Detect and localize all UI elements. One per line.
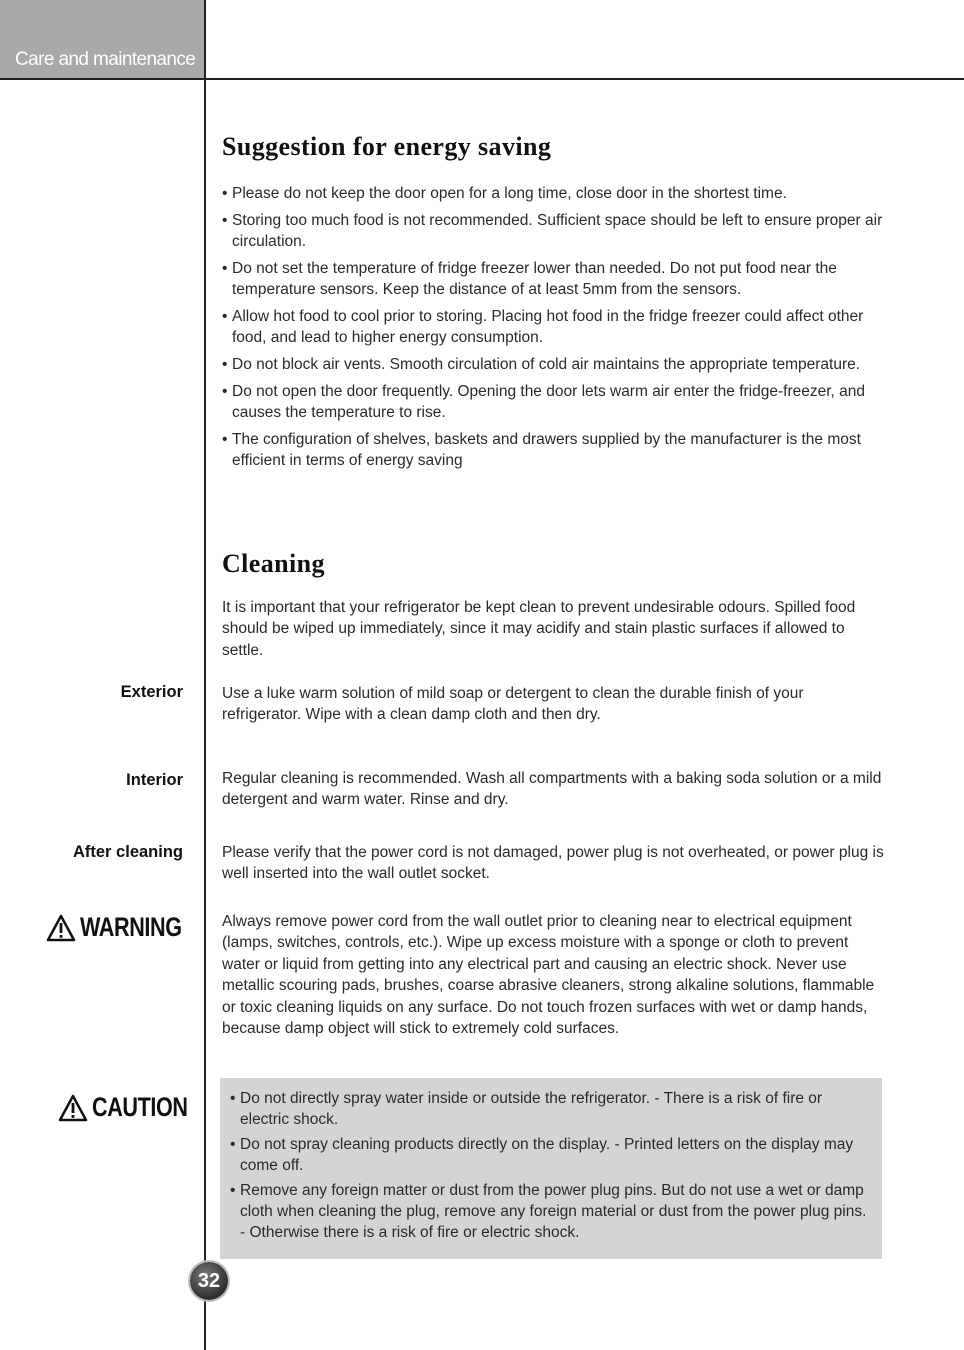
list-item: • The configuration of shelves, baskets and drawers supplied by the manufacturer is the most efficient in terms of energy saving [222,429,887,471]
list-item: • Remove any foreign matter or dust from the power plug pins. But do not use a wet or damp cloth when cleaning the plug, remove any foreign material or dust from the power plug pins. - Otherwise there is a risk of fire or electric shock. [230,1180,870,1243]
energy-tips-list [222,183,887,477]
caution-list [230,1088,870,1247]
list-item: • Do not directly spray water inside or outside the refrigerator. - There is a risk of fire or electric shock. [230,1088,870,1130]
energy-saving-heading: Suggestion for energy saving [222,132,552,161]
interior-text: Regular cleaning is recommended. Wash all compartments with a baking soda solution or a mild detergent and warm water. Rinse and dry. [222,770,882,809]
list-item: • Do not open the door frequently. Opening the door lets warm air enter the fridge-freezer, and causes the temperature to rise. [222,381,887,423]
list-item: • Allow hot food to cool prior to storing. Placing hot food in the fridge freezer could affect other food, and lead to higher energy consumption. [222,306,887,348]
warning-triangle-icon [46,914,76,942]
caution-triangle-icon [58,1094,88,1122]
cleaning-heading: Cleaning [222,549,325,578]
list-item: • Storing too much food is not recommended. Sufficient space should be left to ensure proper air circulation. [222,210,887,252]
caution-word: CAUTION [92,1092,188,1122]
list-item: • Do not set the temperature of fridge freezer lower than needed. Do not put food near the temperature sensors. Keep the distance of at least 5mm from the sensors. [222,258,887,300]
caution-box [220,1078,882,1259]
warning-label [46,912,207,943]
warning-text: Always remove power cord from the wall outlet prior to cleaning near to electrical equipment (lamps, switches, controls, etc.). Wipe up excess moisture with a sponge or cloth to prevent water or liquid from getting into any electrical part and causing an electric shock. Never use metallic scouring pads, brushes, coarse abrasive cleaners, strong alkaline solutions, flammable or toxic cleaning liquids on any surface. Do not touch frozen surfaces with wet or damp hands, because damp object will stick to extremely cold surfaces. [222,913,875,1038]
interior-label: Interior [126,771,183,789]
caution-label [58,1092,212,1123]
list-item: • Do not block air vents. Smooth circulation of cold air maintains the appropriate temperature. [222,354,887,375]
cleaning-intro: It is important that your refrigerator be kept clean to prevent undesirable odours. Spilled food should be wiped up immediately, since it may acidify and stain plastic surfaces if allowed to settle. [222,599,856,659]
after-cleaning-label: After cleaning [72,843,183,861]
header-divider [0,78,964,80]
after-cleaning-text: Please verify that the power cord is not damaged, power plug is not overheated, or power plug is well inserted into the wall outlet socket. [222,844,884,883]
warning-word: WARNING [80,912,182,942]
section-tab [0,0,204,78]
exterior-label: Exterior [120,683,183,701]
list-item: • Do not spray cleaning products directly on the display. - Printed letters on the display may come off. [230,1134,870,1176]
exterior-text: Use a luke warm solution of mild soap or detergent to clean the durable finish of your refrigerator. Wipe with a clean damp cloth and then dry. [222,685,804,724]
list-item: • Please do not keep the door open for a long time, close door in the shortest time. [222,183,887,204]
page-number-badge: 32 [190,1262,228,1300]
section-title: Care and maintenance [15,49,196,70]
vertical-divider [204,0,206,1350]
